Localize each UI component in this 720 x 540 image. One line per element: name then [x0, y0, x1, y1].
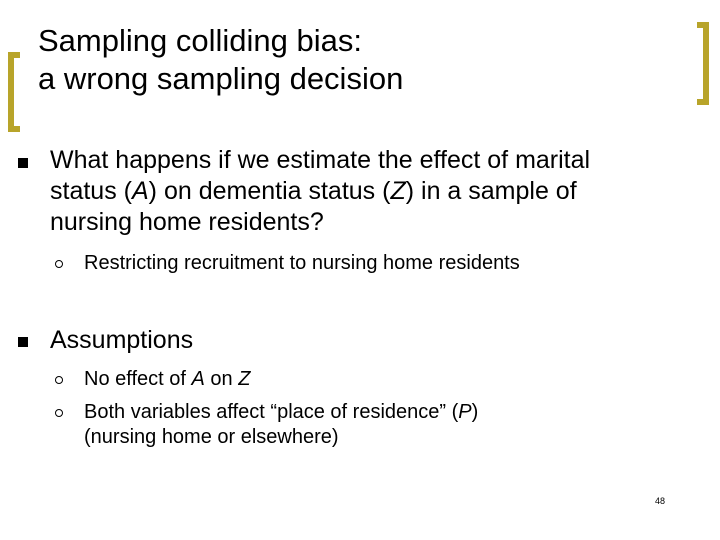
sub-bullet-text-line: Restricting recruitment to nursing home residents: [84, 252, 520, 274]
ring-bullet-icon: [55, 260, 63, 268]
slide-title-line-2: a wrong sampling decision: [38, 61, 404, 96]
slide-title-line-1: Sampling colliding bias:: [38, 23, 362, 58]
ring-bullet-icon: [55, 376, 63, 384]
sub-bullet-text-line: Both variables affect “place of residence” (P): [84, 401, 479, 423]
sub-bullet-text-no-effect: [84, 367, 704, 392]
bullet-text-assumptions: [50, 325, 690, 356]
ring-bullet-icon: [55, 409, 63, 417]
square-bullet-icon: [18, 158, 28, 168]
bullet-text-question: [50, 145, 690, 238]
square-bullet-icon: [18, 337, 28, 347]
left-bracket-decoration: [8, 52, 20, 132]
sub-bullet-text-line: (nursing home or elsewhere): [84, 426, 339, 448]
sub-bullet-text-restricting: [84, 251, 704, 276]
sub-bullet-text-line: No effect of A on Z: [84, 368, 251, 390]
right-bracket-decoration: [697, 22, 709, 105]
page-number: 48: [655, 496, 666, 506]
sub-bullet-text-place-of-residence: [84, 400, 704, 450]
bullet-text-line: status (A) on dementia status (Z) in a sample of: [50, 177, 577, 205]
bullet-text-line: Assumptions: [50, 326, 194, 354]
slide-title: [38, 22, 403, 98]
bullet-text-line: nursing home residents?: [50, 208, 324, 236]
bullet-text-line: What happens if we estimate the effect of marital: [50, 146, 591, 174]
